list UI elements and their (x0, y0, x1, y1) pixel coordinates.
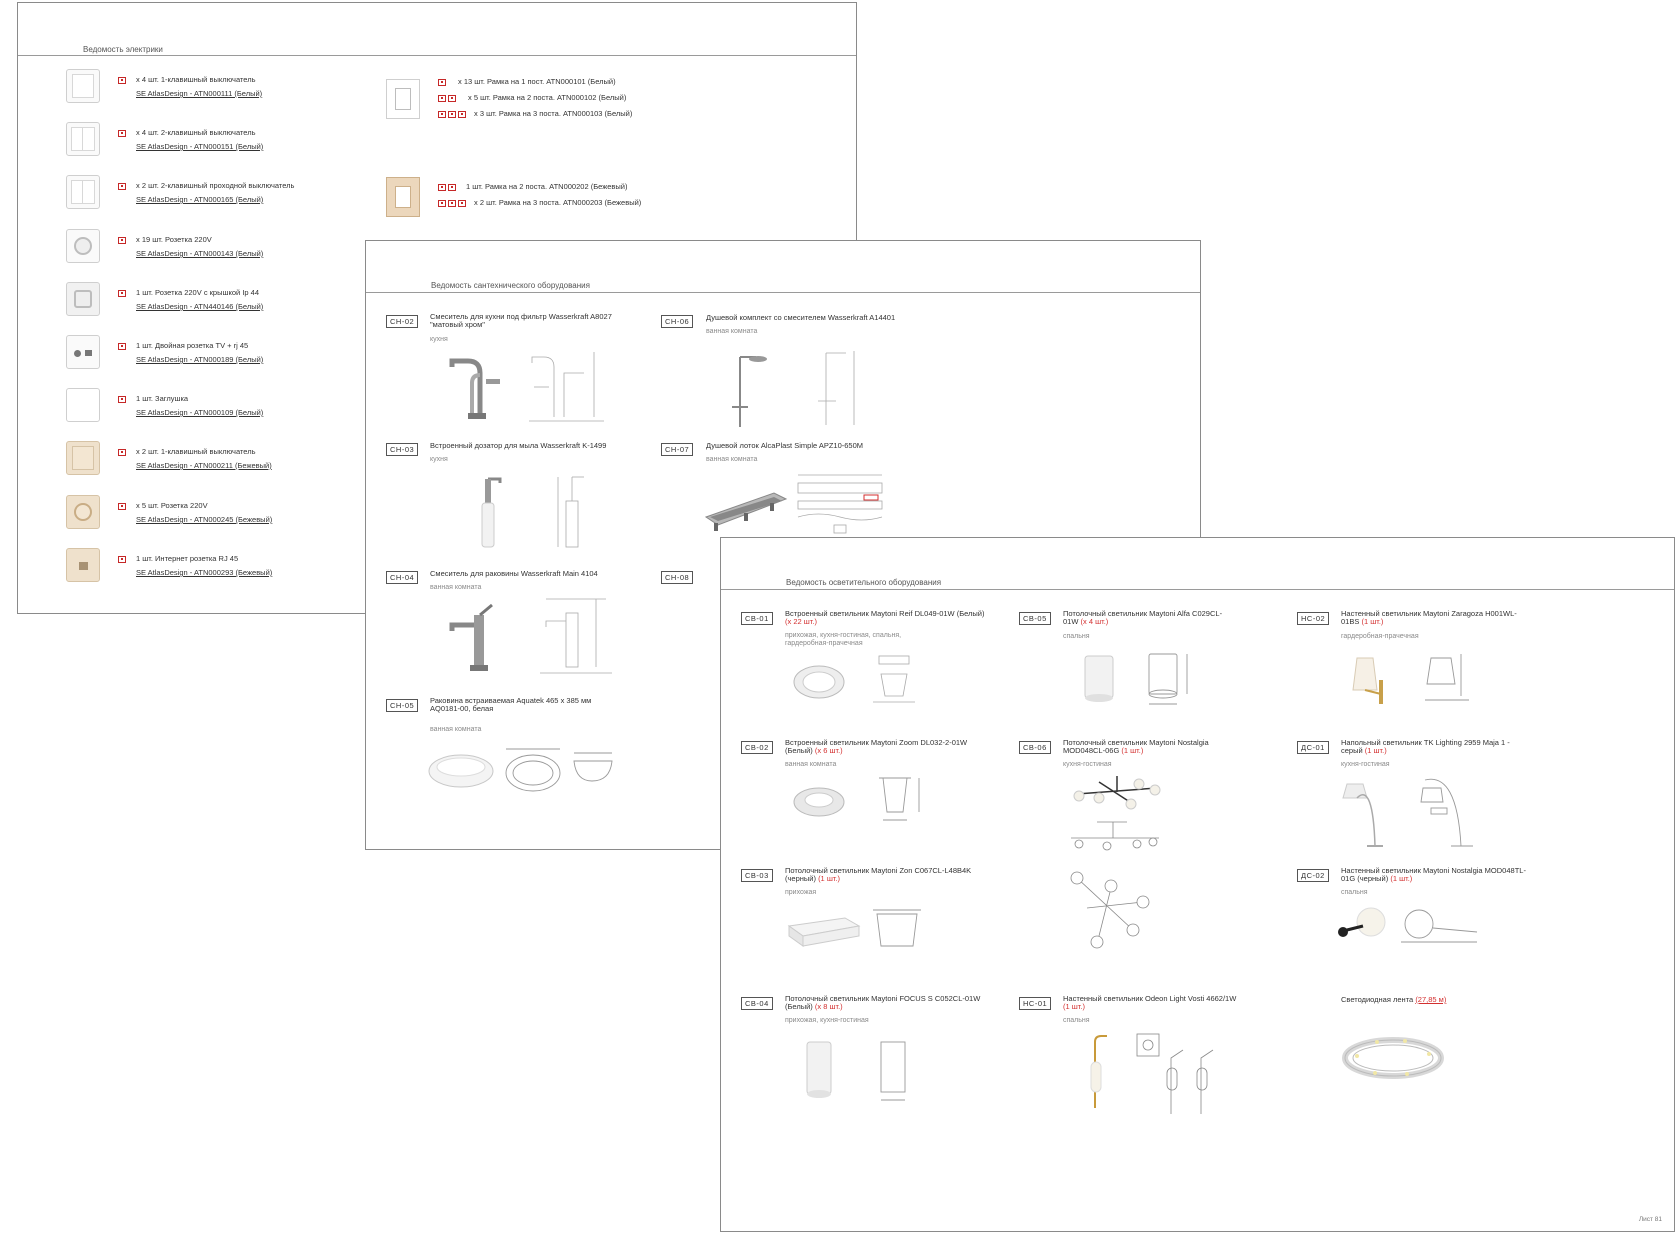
kitchen-faucet-drawing (524, 347, 614, 427)
ceiling-cylinder-photo (1079, 652, 1119, 708)
marker-icon (118, 556, 126, 563)
item-name: Потолочный светильник Maytoni Nostalgia MOD048CL-06G (1 шт.) (1063, 738, 1209, 755)
item-text: 1 шт. Двойная розетка TV + rj 45 (136, 341, 249, 350)
item-name: Напольный светильник TK Lighting 2959 Maja 1 - серый (1 шт.) (1341, 738, 1510, 755)
item-sku: SE AtlasDesign - ATN440146 (Белый) (136, 302, 264, 311)
frame-text: x 2 шт. Рамка на 3 поста. ATN000203 (Бежевый) (474, 198, 642, 207)
marker-icon (118, 183, 126, 190)
divider (366, 292, 1200, 293)
frame-text: x 5 шт. Рамка на 2 поста. ATN000102 (Белый) (468, 93, 627, 102)
frame-text: 1 шт. Рамка на 2 поста. ATN000202 (Бежевый) (466, 182, 628, 191)
shower-set-photo (726, 347, 776, 431)
item-room: ванная комната (706, 328, 758, 335)
blank-plate-thumb (66, 388, 100, 422)
item-text: x 5 шт. Розетка 220V (136, 501, 208, 510)
item-code: СН-02 (386, 315, 418, 328)
frame-text: x 13 шт. Рамка на 1 пост. ATN000101 (Белый) (458, 77, 616, 86)
sheet-title: Ведомость осветительного оборудования (786, 578, 942, 587)
shower-drain-drawing (794, 471, 886, 537)
item-code: СВ-06 (1019, 741, 1051, 754)
item-code: ДС-02 (1297, 869, 1329, 882)
nostalgia-sconce-drawing (1397, 904, 1483, 948)
marker-icon (118, 503, 126, 510)
zoom-downlight-photo (791, 782, 847, 822)
floor-lamp-drawing (1417, 772, 1477, 852)
item-name: Встроенный светильник Maytoni Zoom DL032-2-01W (Белый) (x 6 шт.) (785, 738, 968, 755)
item-room: спальня (1063, 633, 1090, 640)
item-text: x 4 шт. 1-клавишный выключатель (136, 75, 256, 84)
item-text: 1 шт. Розетка 220V с крышкой Ip 44 (136, 288, 259, 297)
page-number: Лист 81 (1638, 1216, 1662, 1223)
item-sku: SE AtlasDesign - ATN000211 (Бежевый) (136, 461, 272, 470)
frame-3-marker (438, 111, 466, 118)
marker-icon (118, 449, 126, 456)
item-sku: SE AtlasDesign - ATN000109 (Белый) (136, 408, 264, 417)
item-text: x 4 шт. 2-клавишный выключатель (136, 128, 256, 137)
switch-2key-thumb (66, 122, 100, 156)
item-room: ванная комната (430, 726, 482, 733)
item-sku: SE AtlasDesign - ATN000293 (Бежевый) (136, 568, 273, 577)
chandelier-drawing (1067, 818, 1163, 862)
item-sku: SE AtlasDesign - ATN000189 (Белый) (136, 355, 264, 364)
item-room: кухня (430, 336, 448, 343)
switch-2key-thumb (66, 175, 100, 209)
item-code: НС-01 (1019, 997, 1051, 1010)
item-text: x 19 шт. Розетка 220V (136, 235, 212, 244)
marker-icon (118, 130, 126, 137)
basin-side-drawing (570, 747, 616, 787)
frame-2-marker (438, 95, 456, 102)
item-text: x 2 шт. 1-клавишный выключатель (136, 447, 256, 456)
basin-faucet-photo (446, 601, 506, 673)
floor-lamp-photo (1339, 774, 1389, 850)
item-name: Душевой комплект со смесителем Wasserkraft A14401 (706, 313, 896, 322)
marker-icon (118, 396, 126, 403)
socket-beige-thumb (66, 495, 100, 529)
basin-top-drawing (502, 745, 564, 797)
item-name: Потолочный светильник Maytoni FOCUS S C052CL-01W (Белый) (x 8 шт.) (785, 994, 981, 1011)
item-name: Потолочный светильник Maytoni Alfa C029CL-01W (x 4 шт.) (1063, 609, 1223, 626)
sheet-title: Ведомость электрики (83, 45, 163, 54)
focus-spot-photo (801, 1038, 837, 1102)
item-room: спальня (1063, 1017, 1090, 1024)
item-room: ванная комната (430, 584, 482, 591)
item-room: прихожая (785, 889, 817, 896)
item-text: x 2 шт. 2-клавишный проходной выключатель (136, 181, 295, 190)
sheet-title: Ведомость сантехнического оборудования (431, 281, 590, 290)
item-sku: SE AtlasDesign - ATN000111 (Белый) (136, 89, 263, 98)
chandelier-photo (1069, 774, 1165, 812)
lighting-sheet (720, 537, 1675, 1232)
switch-1key-beige-thumb (66, 441, 100, 475)
item-name: Встроенный дозатор для мыла Wasserkraft K-1499 (430, 441, 607, 450)
item-text: 1 шт. Интернет розетка RJ 45 (136, 554, 239, 563)
socket-thumb (66, 229, 100, 263)
soap-dispenser-photo (470, 475, 510, 551)
wall-sconce-photo (1349, 650, 1393, 714)
item-code: СН-03 (386, 443, 418, 456)
marker-icon (118, 237, 126, 244)
frame-1-marker (438, 79, 446, 86)
divider (721, 589, 1674, 590)
item-room: кухня-гостиная (1341, 761, 1390, 768)
vosti-sconce-drawing (1131, 1028, 1221, 1118)
item-sku: SE AtlasDesign - ATN000143 (Белый) (136, 249, 264, 258)
item-name: Душевой лоток AlcaPlast Simple APZ10-650M (706, 441, 864, 450)
item-name: Настенный светильник Maytoni Nostalgia MOD048TL-01G (черный) (1 шт.) (1341, 866, 1526, 883)
item-name: Светодиодная лента (27,85 м) (1341, 995, 1447, 1004)
basin-photo (426, 749, 496, 793)
recessed-light-photo (791, 662, 847, 702)
item-sku: SE AtlasDesign - ATN000165 (Белый) (136, 195, 264, 204)
recessed-light-drawing (869, 650, 919, 708)
item-code: СН-06 (661, 315, 693, 328)
item-code: СН-04 (386, 571, 418, 584)
nostalgia-sconce-photo (1333, 902, 1393, 948)
item-room: кухня-гостиная (1063, 761, 1112, 768)
item-code: ДС-01 (1297, 741, 1329, 754)
kitchen-faucet-photo (442, 353, 512, 423)
rj45-beige-thumb (66, 548, 100, 582)
frame-beige-thumb (386, 177, 420, 217)
zoom-downlight-drawing (869, 768, 929, 828)
switch-1key-thumb (66, 69, 100, 103)
item-room: прихожая, кухня-гостиная, спальня, гардеробная-прачечная (785, 632, 902, 647)
item-name: Настенный светильник Maytoni Zaragoza H001WL-01BS (1 шт.) (1341, 609, 1517, 626)
item-code: СВ-03 (741, 869, 773, 882)
item-name: Смеситель для раковины Wasserkraft Main 4104 (430, 569, 598, 578)
tv-rj45-thumb (66, 335, 100, 369)
item-sku: SE AtlasDesign - ATN000151 (Белый) (136, 142, 264, 151)
divider (18, 55, 856, 56)
item-text: 1 шт. Заглушка (136, 394, 189, 403)
marker-icon (118, 77, 126, 84)
item-room: спальня (1341, 889, 1368, 896)
soap-dispenser-drawing (552, 473, 592, 553)
chandelier-plan-drawing (1067, 868, 1153, 950)
item-code: СН-05 (386, 699, 418, 712)
frame-text: x 3 шт. Рамка на 3 поста. ATN000103 (Белый) (474, 109, 633, 118)
vosti-sconce-photo (1085, 1032, 1115, 1116)
wall-sconce-drawing (1417, 648, 1477, 710)
item-code: СВ-04 (741, 997, 773, 1010)
item-name: Настенный светильник Odeon Light Vosti 4662/1W (1 шт.) (1063, 994, 1237, 1011)
item-code: СН-07 (661, 443, 693, 456)
item-room: кухня (430, 456, 448, 463)
frame-white-thumb (386, 79, 420, 119)
item-code: СВ-01 (741, 612, 773, 625)
socket-cover-thumb (66, 282, 100, 316)
marker-icon (118, 290, 126, 297)
item-code: СВ-02 (741, 741, 773, 754)
frame-3-marker (438, 200, 466, 207)
item-name: Встроенный светильник Maytoni Reif DL049-01W (Белый) (x 22 шт.) (785, 609, 985, 626)
item-name: Раковина встраиваемая Aquatek 465 x 385 мм AQ0181-00, белая (430, 696, 592, 713)
ceiling-cylinder-drawing (1141, 650, 1197, 710)
item-code: СВ-05 (1019, 612, 1051, 625)
shower-set-drawing (806, 345, 866, 431)
item-code: СН-08 (661, 571, 693, 584)
square-ceiling-drawing (869, 906, 925, 956)
item-room: ванная комната (706, 456, 758, 463)
marker-icon (118, 343, 126, 350)
basin-faucet-drawing (536, 593, 616, 677)
led-strip-photo (1337, 1032, 1449, 1084)
shower-drain-photo (704, 487, 788, 533)
item-name: Смеситель для кухни под фильтр Wasserkraft A8027 "матовый хром" (430, 312, 612, 329)
focus-spot-drawing (873, 1038, 913, 1104)
square-ceiling-photo (785, 912, 861, 952)
item-room: гардеробная-прачечная (1341, 633, 1419, 640)
item-sku: SE AtlasDesign - ATN000245 (Бежевый) (136, 515, 273, 524)
item-room: прихожая, кухня-гостиная (785, 1017, 869, 1024)
item-name: Потолочный светильник Maytoni Zon C067CL-L48B4K (черный) (1 шт.) (785, 866, 972, 883)
item-room: ванная комната (785, 761, 837, 768)
item-code: НС-02 (1297, 612, 1329, 625)
frame-2-marker (438, 184, 456, 191)
